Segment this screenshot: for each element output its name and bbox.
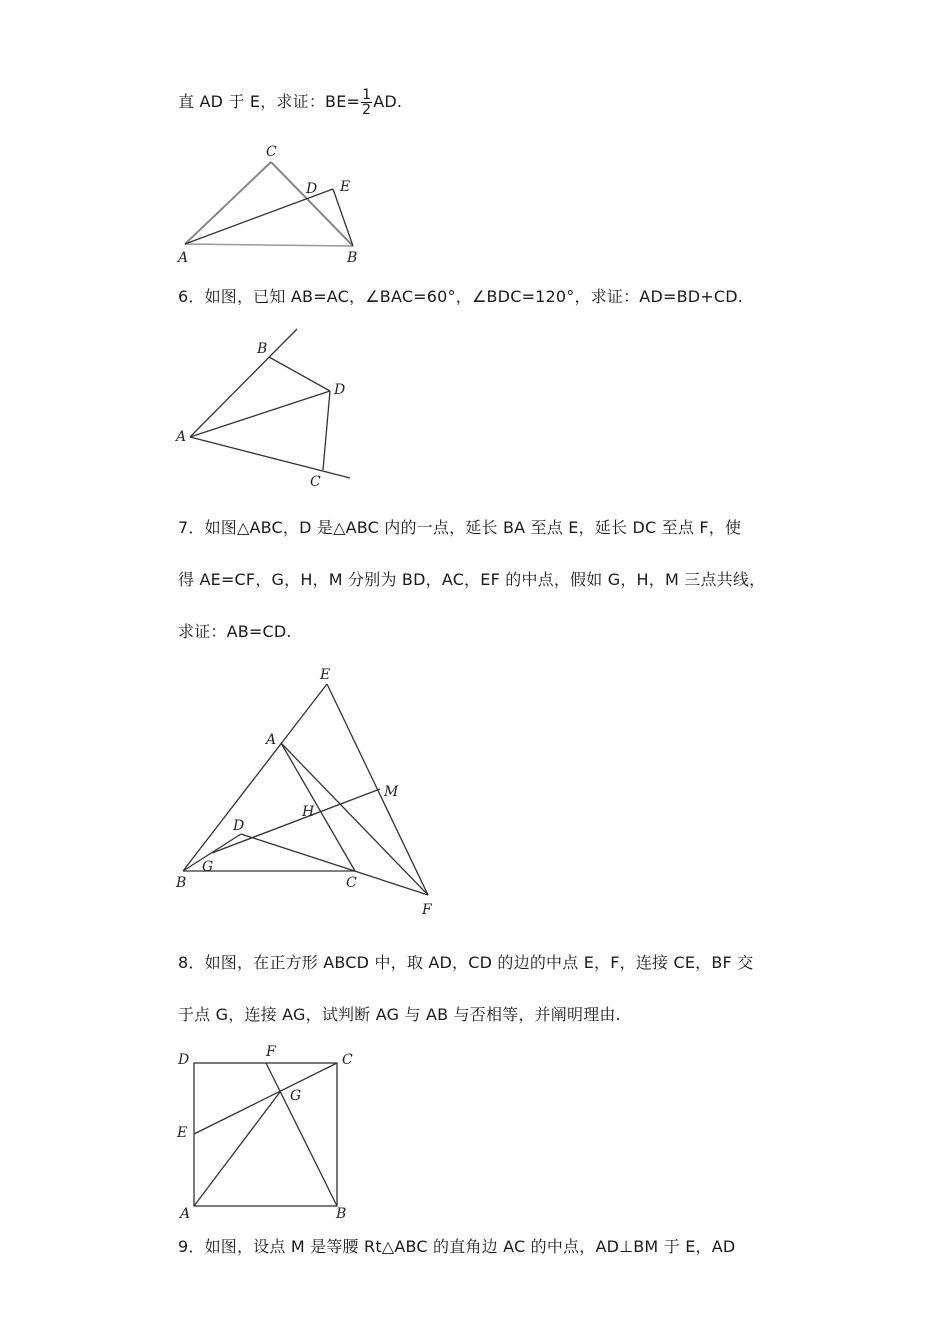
q7-label-b: B	[176, 875, 187, 891]
q8-seg-ce	[194, 1063, 337, 1134]
q8-line-2: 于点 G，连接 AG，试判断 AG 与 AB 与否相等，并阐明理由.	[178, 1005, 621, 1024]
q7-figure	[170, 660, 450, 920]
q6-figure	[170, 322, 360, 492]
q6-label-c: C	[310, 474, 321, 490]
q5-seg-ab	[185, 244, 353, 246]
q8-line-1: 8．如图，在正方形 ABCD 中，取 AD，CD 的边的中点 E，F，连接 CE，BF 交	[178, 953, 754, 972]
q5-label-b: B	[347, 250, 358, 266]
q8-label-c: C	[342, 1052, 353, 1068]
q5-text-before: 直 AD 于 E，求证：BE=	[178, 92, 361, 111]
q8-seg-bf	[266, 1063, 337, 1206]
q7-line-2: 得 AE=CF，G，H，M 分别为 BD，AC，EF 的中点，假如 G，H，M 三点共线，	[178, 570, 766, 589]
q7-label-a: A	[266, 732, 277, 748]
q7-label-h: H	[302, 804, 315, 820]
q8-label-e: E	[177, 1125, 188, 1141]
q7-label-d: D	[233, 818, 245, 834]
q6-ray-ab	[190, 329, 297, 437]
q6-label-a: A	[176, 429, 187, 445]
q6-label-b: B	[257, 341, 268, 357]
q8-label-b: B	[336, 1206, 347, 1222]
q8-square-abcd	[194, 1063, 337, 1206]
q9-line-1: 9．如图，设点 M 是等腰 Rt△ABC 的直角边 AC 的中点，AD⊥BM 于 E，AD	[178, 1237, 736, 1256]
q5-seg-eb	[333, 189, 353, 246]
q5-label-e: E	[340, 179, 351, 195]
q5-seg-ae	[185, 189, 333, 244]
q6-seg-dc	[323, 391, 330, 470]
q8-seg-ag	[194, 1092, 280, 1206]
q7-label-g: G	[202, 859, 214, 875]
q5-label-a: A	[178, 250, 189, 266]
q7-label-f: F	[422, 902, 432, 918]
q7-label-c: C	[346, 875, 357, 891]
q6-seg-bd	[269, 357, 330, 391]
q8-label-a: A	[180, 1206, 191, 1222]
fraction-one-half	[361, 88, 372, 117]
q5-seg-ac	[185, 162, 271, 244]
q5-label-c: C	[266, 144, 277, 160]
q7-label-m: M	[384, 784, 399, 800]
q8-label-g: G	[290, 1088, 302, 1104]
q7-seg-be	[183, 684, 327, 871]
q7-seg-ac	[281, 743, 355, 871]
q6-seg-ad	[190, 391, 330, 437]
q5-label-d: D	[306, 181, 318, 197]
q8-label-d: D	[178, 1052, 190, 1068]
q7-label-e: E	[320, 667, 331, 683]
q7-line-3: 求证：AB=CD.	[178, 622, 292, 641]
q8-label-f: F	[266, 1044, 276, 1060]
q7-seg-df	[241, 834, 428, 895]
q8-figure	[170, 1040, 370, 1225]
fraction-denominator: 2	[362, 102, 372, 118]
q5-text-after: AD.	[373, 92, 403, 111]
q6-label-d: D	[334, 382, 346, 398]
q6-statement: 6．如图，已知 AB=AC，∠BAC=60°，∠BDC=120°，求证：AD=BD+CD.	[178, 287, 744, 306]
fraction-numerator: 1	[362, 87, 372, 103]
q5-seg-cb	[271, 162, 353, 246]
q5-figure	[170, 140, 370, 270]
q5-statement	[178, 88, 402, 117]
q7-line-1: 7．如图△ABC，D 是△ABC 内的一点，延长 BA 至点 E，延长 DC 至点 F，使	[178, 518, 742, 537]
